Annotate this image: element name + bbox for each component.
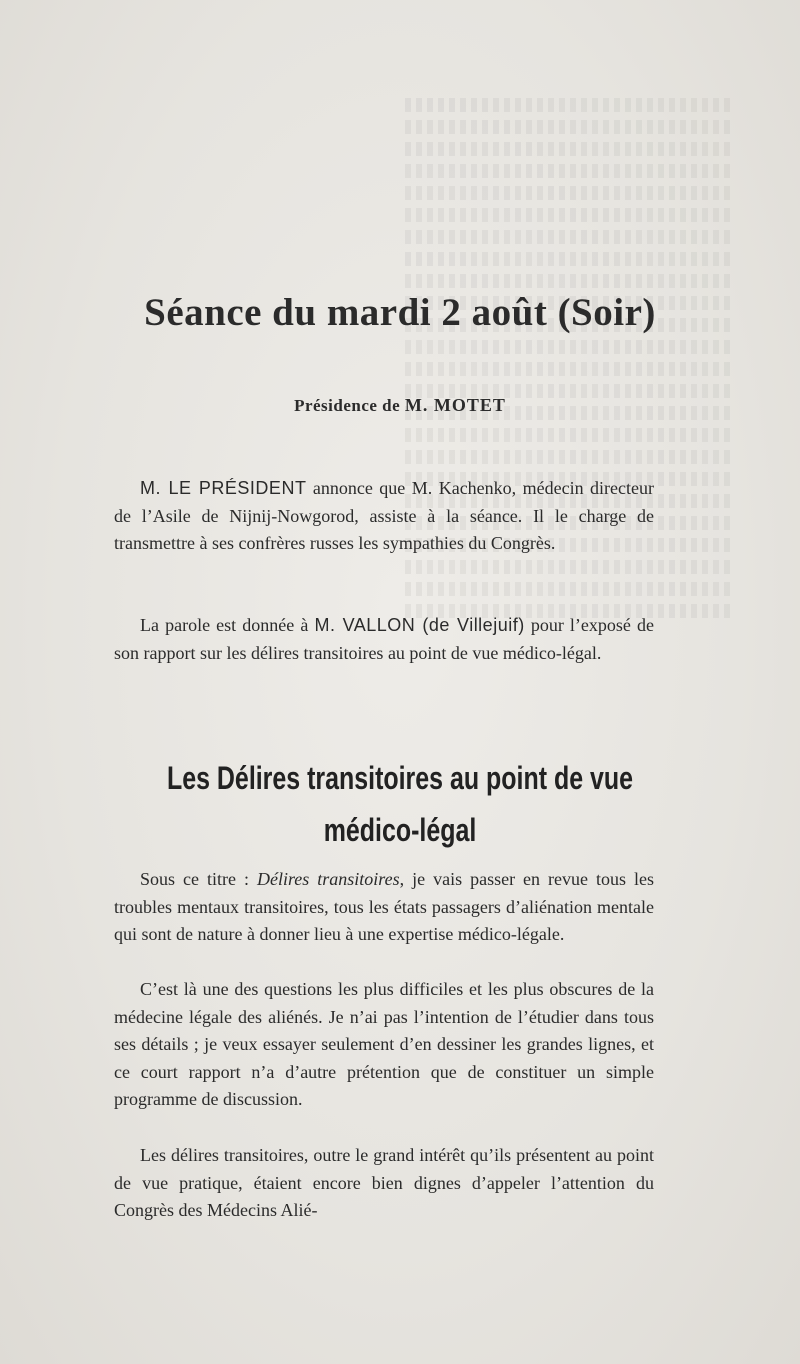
floor-text-after: pour l’exposé de son rapport sur les délires transitoires au point de vue médico-légal. bbox=[114, 615, 654, 663]
paragraph-floor-given bbox=[114, 612, 654, 667]
difficulty-text: C’est là une des questions les plus difficiles et les plus obscures de la médecine légale des aliénés. Je n’ai pas l’intention de l’étudier dans tous ses détails ; je veux essayer seulement d’en dessiner les grandes lignes, et ce court rapport n’a d’autre prétention que de constituer un simple programme de discussion. bbox=[114, 979, 654, 1109]
announcement-text: annonce que M. Kachenko, médecin directeur de l’Asile de Nijnij-Nowgorod, assiste à la séance. Il le charge de transmettre à ses confrères russes les sympathies du Congrès. bbox=[114, 478, 655, 553]
intro-text-before: Sous ce titre : bbox=[140, 869, 257, 889]
interest-text: Les délires transitoires, outre le grand intérêt qu’ils présentent au point de vue pratique, étaient encore bien dignes d’appeler l’attention du Congrès des Médecins Alié- bbox=[114, 1145, 654, 1220]
report-heading-line1: Les Délires transitoires au point de vue bbox=[166, 760, 634, 796]
session-title: Séance du mardi 2 août (Soir) bbox=[144, 291, 656, 334]
intro-text-after: , je vais passer en revue tous les troubles mentaux transitoires, tous les états passagers d’aliénation mentale qui sont de nature à donner lieu à une expertise médico-légale. bbox=[114, 869, 655, 944]
president-name: M. MOTET bbox=[404, 395, 506, 415]
speaker-name: M. VALLON (de Villejuif) bbox=[314, 615, 525, 635]
report-heading-line2: médico-légal bbox=[323, 812, 477, 848]
report-heading bbox=[88, 752, 712, 856]
presidence-line bbox=[0, 395, 800, 416]
paragraph-announcement bbox=[114, 475, 654, 558]
presidence-label: Présidence de bbox=[294, 396, 401, 415]
paragraph-interest bbox=[114, 1142, 654, 1225]
floor-text-before: La parole est donnée à bbox=[140, 615, 315, 635]
president-lead: M. LE PRÉSIDENT bbox=[140, 478, 307, 498]
intro-italic-title: Délires transitoires bbox=[256, 869, 400, 889]
paragraph-difficulty bbox=[114, 976, 654, 1114]
paragraph-intro bbox=[114, 866, 654, 949]
